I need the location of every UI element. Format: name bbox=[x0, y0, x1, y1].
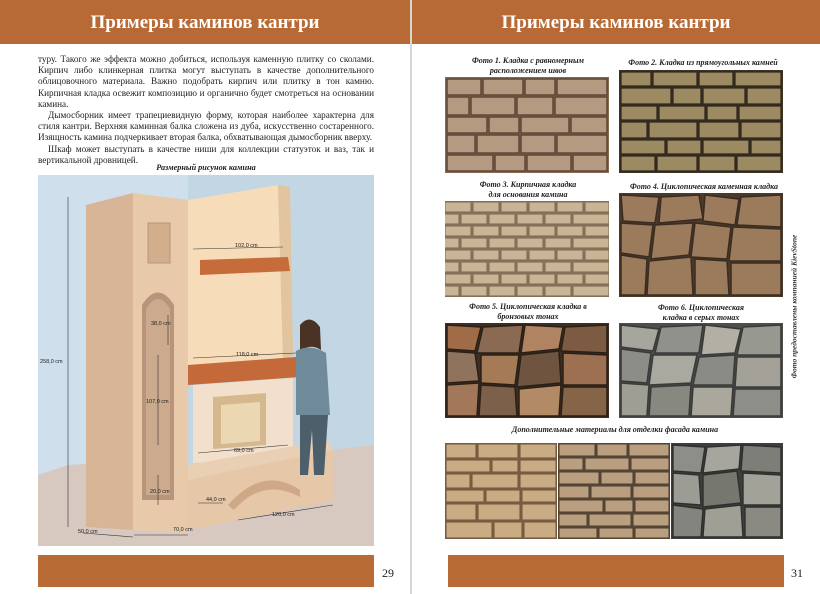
fireplace-illustration bbox=[38, 175, 374, 546]
dimension-label: 44,0 cm bbox=[206, 497, 226, 503]
cabinet-panel bbox=[148, 223, 170, 263]
photo-credit: Фото предоставлены компанией KievStone bbox=[789, 234, 799, 379]
fireplace-drawing bbox=[38, 175, 374, 546]
cabinet-side bbox=[86, 193, 133, 530]
figure-caption: Размерный рисунок камина bbox=[156, 163, 256, 172]
photo-cyclopean bbox=[619, 193, 783, 297]
dimension-label: 118,0 cm bbox=[236, 352, 259, 358]
body-text bbox=[38, 54, 374, 166]
photo-cyclopean-grey bbox=[619, 323, 783, 418]
dimension-label: 50,0 cm bbox=[78, 529, 98, 535]
stone-texture bbox=[445, 77, 609, 173]
page-number: 29 bbox=[382, 566, 394, 580]
right-page bbox=[412, 0, 820, 594]
photo-regular-masonry bbox=[445, 77, 609, 173]
paragraph: Дымосборник имеет трапециевидную форму, которая наиболее характерна для стиля кантри. Верхняя каминная балка сложена из дуба, искусственно состаренного. Изящность камина подчеркивает вторая балка, обхватывающая дымосборник вверху. bbox=[38, 110, 374, 143]
dimension-label: 69,0 cm bbox=[234, 448, 254, 454]
dimension-label: 38,0 cm bbox=[151, 321, 171, 327]
page-header: Примеры каминов кантри bbox=[412, 0, 820, 44]
stone-texture bbox=[558, 443, 670, 539]
paragraph: Шкаф может выступать в качестве ниши для коллекции статуэток и ваз, так и вертикальной дровницей. bbox=[38, 143, 374, 165]
dimension-label: 258,0 cm bbox=[40, 359, 63, 365]
dimension-label: 120,0 cm bbox=[272, 512, 295, 518]
page-header: Примеры каминов кантри bbox=[0, 0, 410, 44]
photo-cyclopean-bronze bbox=[445, 323, 609, 418]
photo-extra-sandstone bbox=[445, 443, 557, 539]
photo-caption: Фото 2. Кладка из прямоугольных камней bbox=[628, 58, 778, 67]
person-legs bbox=[300, 415, 328, 475]
photo-rectangular-stone bbox=[619, 70, 783, 173]
photo-caption: Фото 5. Циклопическая кладка в бронзовых тонах bbox=[469, 302, 587, 321]
footer-bar bbox=[38, 555, 374, 587]
footer-bar bbox=[448, 555, 784, 587]
stone-texture bbox=[671, 443, 783, 539]
photo-extra-grey-stone bbox=[671, 443, 783, 539]
photo-caption: Фото 6. Циклопическая кладка в серых тонах bbox=[658, 303, 744, 322]
stone-texture bbox=[445, 443, 557, 539]
stone-texture bbox=[619, 323, 783, 418]
photo-caption: Фото 1. Кладка с равномерным расположением швов bbox=[471, 56, 585, 75]
paragraph: туру. Такого же эффекта можно добиться, используя каменную плитку со сколами. Кирпич либо клинкерная плитка могут выступать в качестве дополнительного облицовочного материала. Важно подобрать кирпич или плитку в тон камню. Кирпичная кладка освежит композицию и органично будет смотреться на основании камина. bbox=[38, 54, 374, 109]
firebox-inner bbox=[221, 402, 260, 444]
photo-caption: Фото 3. Кирпичная кладка для основания камина bbox=[479, 180, 577, 199]
stone-texture bbox=[619, 70, 783, 173]
stone-texture bbox=[445, 323, 609, 418]
photo-extra-limestone bbox=[558, 443, 670, 539]
chimney-hood bbox=[188, 185, 283, 365]
stone-texture bbox=[619, 193, 783, 297]
person-body bbox=[296, 347, 330, 415]
dimension-label: 70,0 cm bbox=[173, 527, 193, 533]
dimension-label: 20,0 cm bbox=[150, 489, 170, 495]
brick-texture bbox=[445, 201, 609, 297]
photo-caption: Фото 4. Циклопическая каменная кладка bbox=[629, 182, 778, 191]
dimension-label: 102,0 cm bbox=[235, 243, 258, 249]
photo-brick bbox=[445, 201, 609, 297]
extra-materials-caption: Дополнительные материалы для отделки фасада камина bbox=[511, 425, 719, 434]
page-number: 31 bbox=[791, 566, 803, 580]
dimension-label: 107,0 cm bbox=[146, 399, 169, 405]
